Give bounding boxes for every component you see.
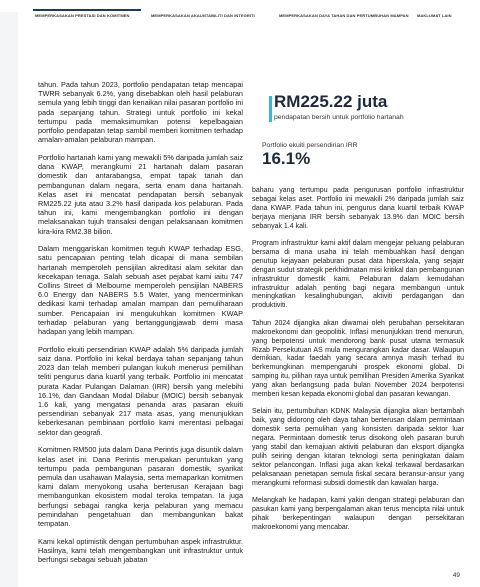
section-navigation — [33, 9, 465, 23]
paragraph: Kami kekal optimistik dengan pertumbuhan aspek infrastruktur. Hasilnya, kami telah mengembangkan unit infrastruktur untuk berfungsi sebagai sebuah jabatan — [38, 536, 243, 565]
highlight-value: 16.1% — [262, 149, 311, 168]
paragraph: baharu yang tertumpu pada pengurusan portfolio infrastruktur sebagai kelas aset. Portfolio ini mewakili 2% daripada jumlah saiz dana KWAP. Pada tahun ini, pengurus dana kuartil terbaik KWAP berjaya menjana IRR bersih sebanyak 13.9% dan MOIC bersih sebanyak 1.4 kali. — [252, 187, 464, 230]
highlight-label: Portfolio ekuiti persendirian IRR — [262, 142, 358, 149]
equity-irr-highlight — [262, 142, 462, 169]
paragraph: Selain itu, pertumbuhan KDNK Malaysia dijangka akan bertambah baik, yang didorong oleh daya tahan berterusan dalam permintaan domestik serta pemulihan yang konsisten daripada sektor luar negara. Permintaan domestik terus disokong oleh pasaran buruh yang stabil dan kemajuan aktiviti pelaburan dan eksport dijangka pulih seiring dengan kitaran teknologi serta peningkatan dalam sektor pelancongan. Inflasi juga akan kekal terkawal berdasarkan pelaksanaan penetapan semula fiskal secara beransur-ansur yang merangkumi reformasi subsidi domestik dan kawalan harga. — [252, 408, 464, 487]
paragraph: tahun. Pada tahun 2023, portfolio pendapatan tetap mencapai TWRR sebanyak 6.2%, yang disebabkan oleh hasil pelaburan semula yang lebih tinggi dan kenaikan nilai pasaran portfolio ini pada sepanjang tahun. Strategi untuk portfolio ini kekal tertumpu pada memaksimumkan potensi kepelbagaian portfolio pendapatan tetap sambil memberi komitmen terhadap amalan-amalan pelaburan mampan. — [38, 80, 243, 145]
highlight-caption: pendapatan bersih untuk portfolio hartanah — [274, 114, 404, 121]
side-panel — [0, 12, 18, 587]
nav-item-daya-tahan[interactable]: MEMPERKASAKAN DAYA TAHAN DAN PERTUMBUHAN MAMPAN — [279, 13, 409, 18]
paragraph: Dalam menggariskan komitmen teguh KWAP terhadap ESG, satu pencapaian penting telah dicapai di mana sembilan hartanah memperoleh pensijilan akreditasi alam sekitar dan kecekapan tenaga. Salah sebuah aset pejabat kami iaitu 747 Collins Street di Melbourne memperoleh pensijilan NABERS 6.0 Energy dan NABERS 5.5 Water, yang mencerminkan dedikasi kami terhadap amalan mampan dan pemuliharaan sumber. Pencapaian ini mengukuhkan komitmen KWAP terhadap pelaburan yang bertanggungjawab demi masa hadapan yang lebih mampan. — [38, 244, 243, 337]
nav-item-akauntabiliti[interactable]: MEMPERKASAKAN AKAUNTABILITI DAN INTEGRITI — [151, 13, 255, 18]
paragraph: Komitmen RM500 juta dalam Dana Perintis juga disuntik dalam kelas aset ini. Dana Perintis merupakan peruntukan yang tertumpu pada pembangunan pasaran domestik, syarikat pemula dan usahawan Malaysia, serta memaparkan komitmen kami dalam menyokong usaha berterusan Kerajaan bagi membangunkan ekosistem modal teroka tempatan. Ia juga berfungsi sebagai rangka kerja pelaburan yang memacu pemindahan pengetahuan dan membangunkan bakat tempatan. — [38, 445, 243, 528]
nav-item-maklumat-lain[interactable]: MAKLUMAT LAIN — [417, 13, 452, 18]
page-number: 49 — [452, 572, 460, 579]
highlight-value: RM225.22 juta — [274, 92, 388, 111]
accent-bar — [269, 96, 272, 122]
paragraph: Portfolio hartanah kami yang mewakili 5% daripada jumlah saiz dana KWAP, merangkumi 21 hartanah dalam pasaran domestik dan antarabangsa, empat tapak tanah dan pembangunan dalam negara, serta enam dana hartanah. Kelas aset ini mencatat pendapatan bersih sebanyak RM225.22 juta atau 3.2% hasil daripada kos pelaburan. Pada tahun ini, kami mengembangkan portfolio ini dengan melaksanakan tujuh transaksi dengan pelaksanaan komitmen kira-kira RM2.38 bilion. — [38, 152, 243, 236]
active-section-rule — [33, 9, 141, 11]
paragraph: Portfolio ekuiti persendirian KWAP adalah 5% daripada jumlah saiz dana. Portfolio ini kekal berdaya tahan sepanjang tahun 2023 dan telah memberi pulangan kukuh menerusi pemilihan teliti pengurus dana kuartil yang terbaik. Portfolio ini mencatat purata Kadar Pulangan Dalaman (IRR) bersih yang melebihi 16.1%, dan Gandaan Modal Dilabur (MOIC) bersih sebanyak 1.6 kali, yang mengatasi penanda aras pasaran ekuiti persendirian sebanyak 217 mata asas, yang menunjukkan keberkesanan pembinaan portfolio kami merentasi pelbagai sektor dan geografi. — [38, 344, 243, 437]
left-text-column — [38, 80, 243, 573]
paragraph: Tahun 2024 dijangka akan diwarnai oleh perubahan persekitaran makroekonomi dan geopolitik. Inflasi menunjukkan trend menurun, yang berpotensi untuk mendorong bank pusat utama termasuk Rizab Persekutuan AS mula mengurangkan kadar dasar. Walaupun demikian, kadar faedah yang secara amnya masih terhad itu berkemungkinan mempengaruhi prospek ekonomi global. Di samping itu, pilihan raya untuk pemilihan Presiden Amerika Syarikat yang akan berlangsung pada bulan November 2024 berpotensi memberi kesan kepada ekonomi global dan pasaran kewangan. — [252, 319, 464, 399]
paragraph: Melangkah ke hadapan, kami yakin dengan strategi pelaburan dan pasukan kami yang berpengalaman akan terus mencipta nilai untuk pihak berkepentingan walaupun dengan persekitaran makroekonomi yang mencabar. — [252, 497, 464, 531]
right-text-column — [252, 187, 464, 541]
paragraph: Program infrastruktur kami aktif dalam mengejar peluang pelaburan bersama di mana usaha ini telah membuahkan hasil dengan penutup kejayaan pelaburan pusat data hiperskala, yang sejajar dengan sudut strategik perkhidmatan misi kritikal dan pembangunan infrastruktur domestik kami. Pelaburan dalam kemudahan infrastruktur adalah penting bagi negara membangun untuk meningkatkan kesalinghubungan, aktiviti perdagangan dan produktiviti. — [252, 240, 464, 310]
property-income-highlight — [274, 93, 464, 121]
nav-item-prestasi[interactable]: MEMPERKASAKAN PRESTASI DAN KOMITMEN — [35, 13, 130, 18]
